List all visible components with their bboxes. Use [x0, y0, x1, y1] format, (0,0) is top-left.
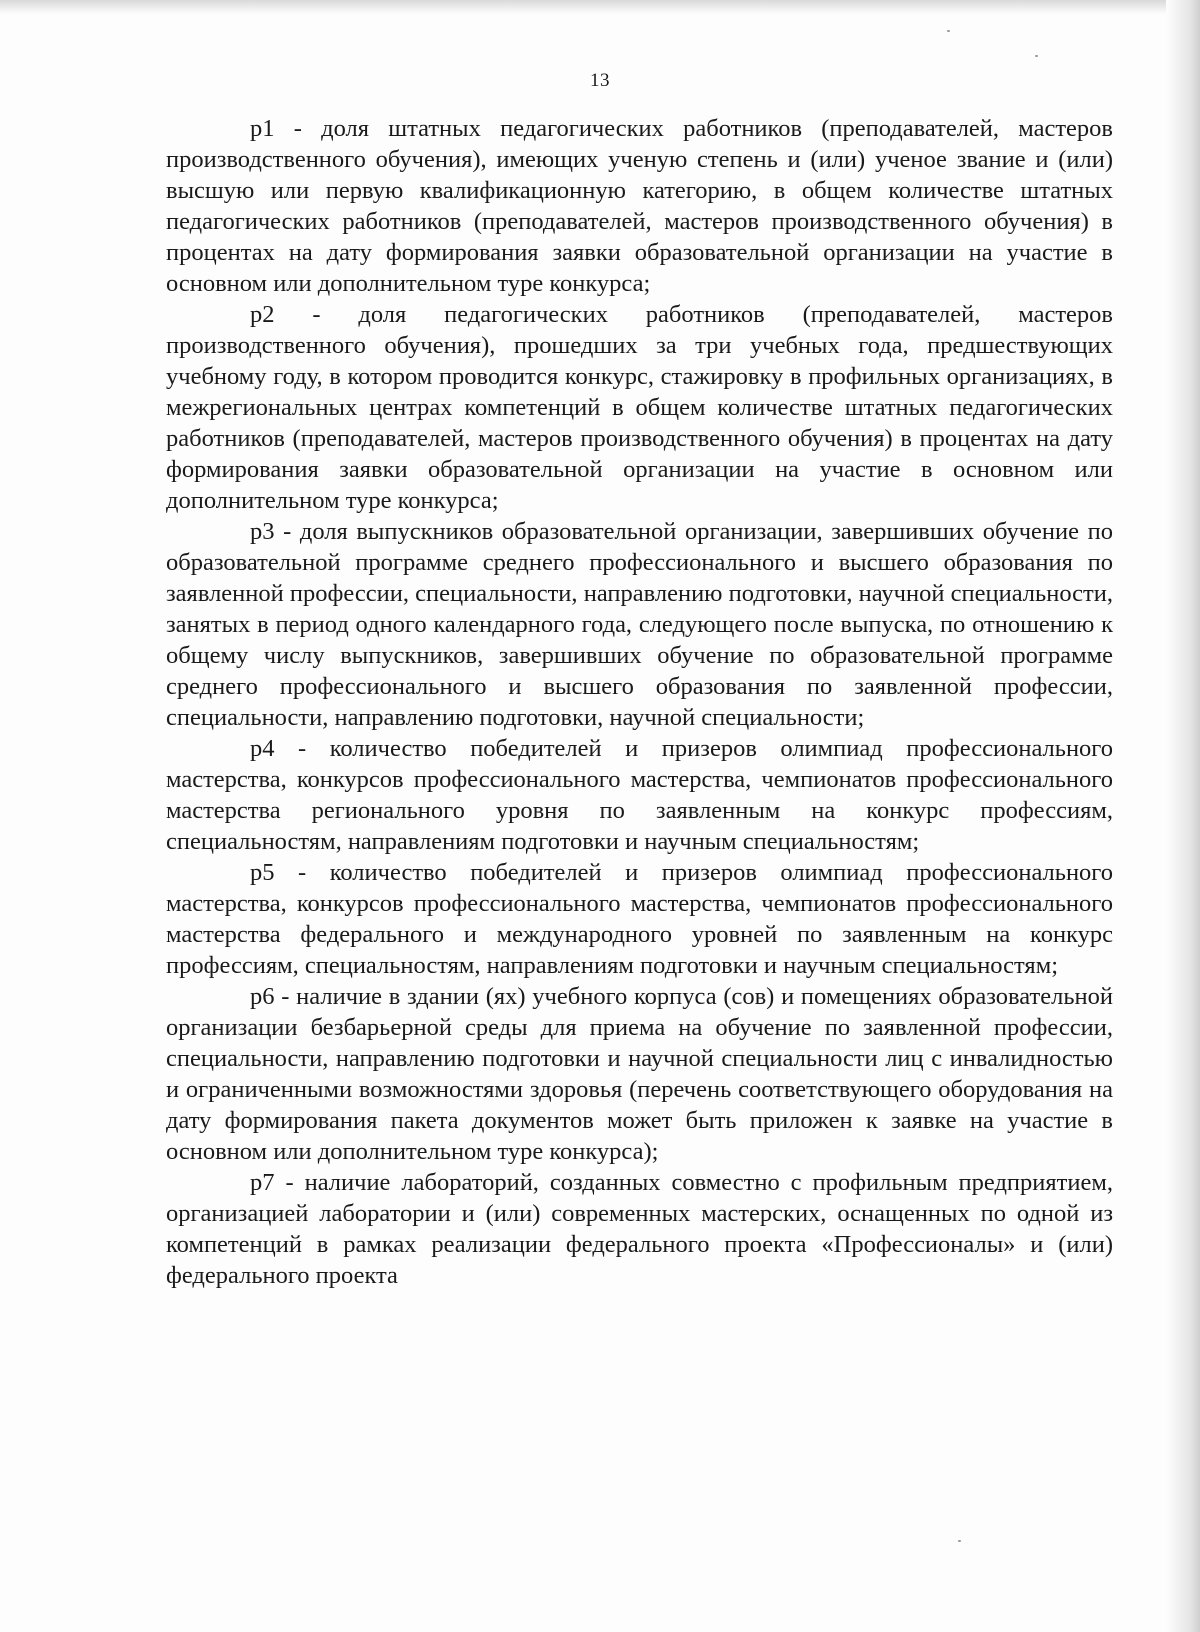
- paragraph-p3: р3 - доля выпускников образовательной организации, завершивших обучение по образовательной программе среднего профессионального и высшего образования по заявленной профессии, специальности, направлению подготовки, научной специальности, занятых в период одного календарного года, следующего после выпуска, по отношению к общему числу выпускников, завершивших обучение по образовательной программе среднего профессионального и высшего образования по заявленной профессии, специальности, направлению подготовки, научной специальности;: [166, 518, 1113, 731]
- scan-right-edge: [1166, 0, 1200, 1632]
- scan-top-edge: [0, 0, 1200, 14]
- document-body: [166, 113, 1113, 1291]
- scan-speck: [958, 1540, 961, 1542]
- scan-speck: [1035, 55, 1038, 57]
- paragraph-p6: р6 - наличие в здании (ях) учебного корпуса (сов) и помещениях образовательной организации безбарьерной среды для приема на обучение по заявленной профессии, специальности, направлению подготовки и научной специальности лиц с инвалидностью и ограниченными возможностями здоровья (перечень соответствующего оборудования на дату формирования пакета документов может быть приложен к заявке на участие в основном или дополнительном туре конкурса);: [166, 983, 1113, 1165]
- paragraph-p4: р4 - количество победителей и призеров олимпиад профессионального мастерства, конкурсов профессионального мастерства, чемпионатов профессионального мастерства регионального уровня по заявленным на конкурс профессиям, специальностям, направлениям подготовки и научным специальностям;: [166, 735, 1113, 855]
- scan-speck: [947, 30, 950, 32]
- paragraph-p1: р1 - доля штатных педагогических работников (преподавателей, мастеров производственного обучения), имеющих ученую степень и (или) ученое звание и (или) высшую или первую квалификационную категорию, в общем количестве штатных педагогических работников (преподавателей, мастеров производственного обучения) в процентах на дату формирования заявки образовательной организации на участие в основном или дополнительном туре конкурса;: [166, 115, 1113, 297]
- paragraph-p2: р2 - доля педагогических работников (преподавателей, мастеров производственного обучения), прошедших за три учебных года, предшествующих учебному году, в котором проводится конкурс, стажировку в профильных организациях, в межрегиональных центрах компетенций в общем количестве штатных педагогических работников (преподавателей, мастеров производственного обучения) в процентах на дату формирования заявки образовательной организации на участие в основном или дополнительном туре конкурса;: [166, 301, 1113, 514]
- paragraph-p5: р5 - количество победителей и призеров олимпиад профессионального мастерства, конкурсов профессионального мастерства, чемпионатов профессионального мастерства федерального и международного уровней по заявленным на конкурс профессиям, специальностям, направлениям подготовки и научным специальностям;: [166, 859, 1113, 979]
- page-number: 13: [590, 70, 610, 91]
- paragraph-p7: р7 - наличие лабораторий, созданных совместно с профильным предприятием, организацией лаборатории и (или) современных мастерских, оснащенных по одной из компетенций в рамках реализации федерального проекта «Профессионалы» и (или) федерального проекта: [166, 1169, 1113, 1289]
